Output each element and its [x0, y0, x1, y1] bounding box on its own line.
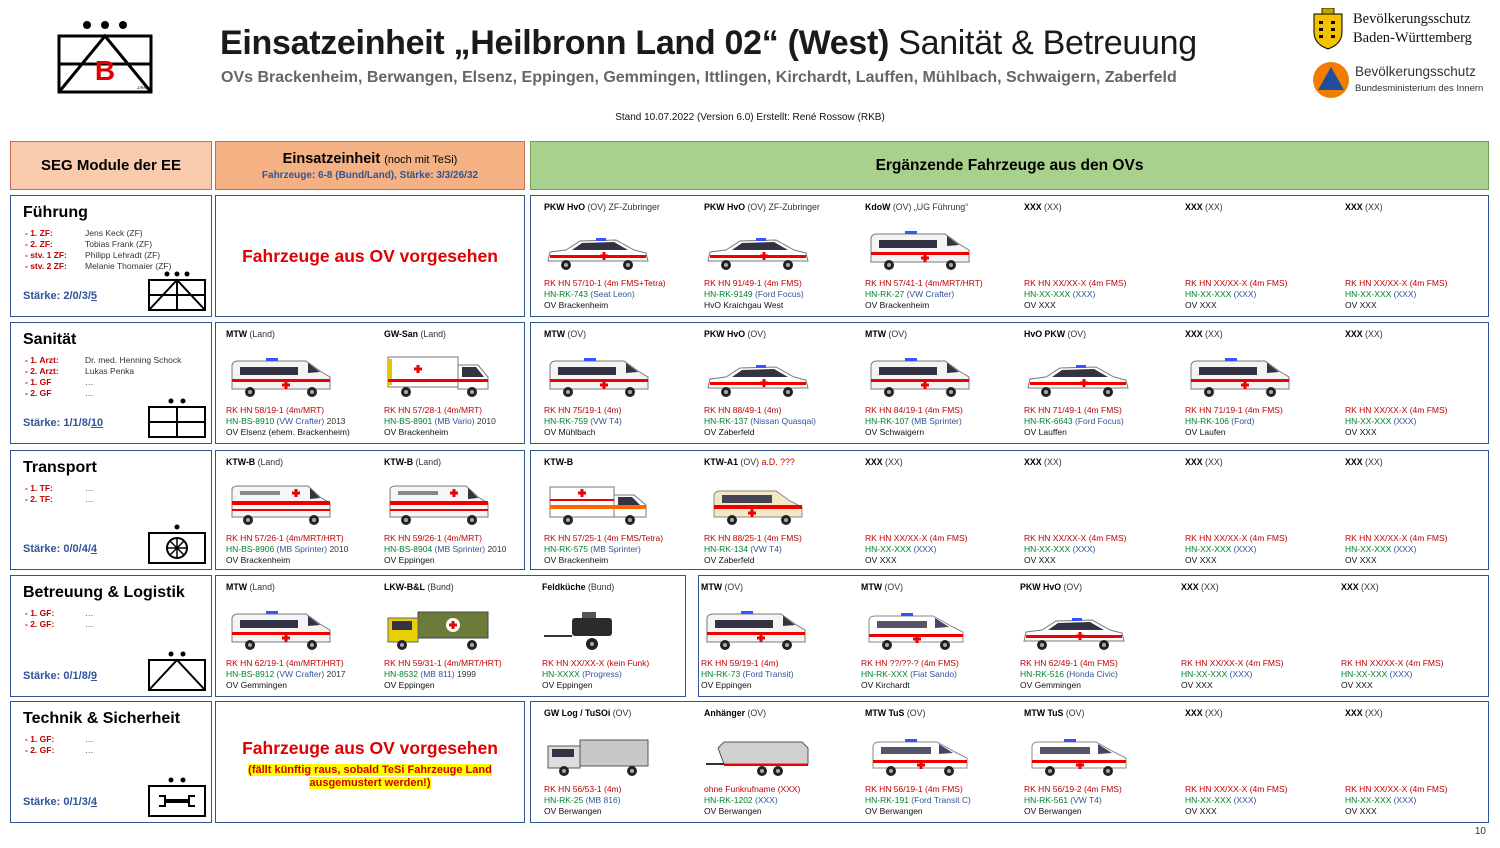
bbk-emblem-icon	[1311, 60, 1351, 100]
person-line: - 1. Arzt: Dr. med. Henning Schock	[25, 355, 182, 365]
vehicle-info: RK HN XX/XX-X (4m FMS) HN-XX-XXX (XXX) OV XXX	[1345, 405, 1448, 437]
ee-box	[215, 701, 525, 823]
bbk-line1: Bevölkerungsschutz	[1355, 64, 1476, 79]
van-icon	[544, 355, 652, 402]
module-symbol-icon	[147, 270, 207, 317]
vehicle-title: KdoW (OV) „UG Führung“	[865, 202, 969, 212]
truck-icon	[544, 734, 652, 781]
seg-module-box	[10, 195, 212, 317]
ov-vehicle	[1345, 708, 1500, 824]
module-symbol-icon	[147, 776, 207, 823]
module-label: Führung	[23, 204, 88, 221]
ov-vehicle	[865, 708, 1020, 824]
vehicle-title: XXX (XX)	[1185, 708, 1223, 718]
vehicle-info: ohne Funkrufname (XXX) HN-RK-1202 (XXX) OV Berwangen	[704, 784, 801, 816]
person-line: - 1. GF: …	[25, 734, 94, 744]
ov-vehicle	[1345, 457, 1500, 573]
vehicle-title: XXX (XX)	[1345, 329, 1383, 339]
module-label: Betreuung & Logistik	[23, 584, 185, 601]
van-icon	[704, 483, 812, 530]
ov-vehicle	[1181, 582, 1336, 698]
page-subtitle: OVs Brackenheim, Berwangen, Elsenz, Eppingen, Gemmingen, Ittlingen, Kirchardt, Lauffen, Mühlbach, Schwaigern, Zaberfeld	[221, 69, 1177, 86]
van-icon	[384, 355, 492, 402]
bw-crest-icon	[1311, 8, 1345, 50]
ov-vehicle	[704, 457, 859, 573]
ee-box	[215, 450, 525, 570]
car-icon	[544, 228, 652, 275]
ee-note: Fahrzeuge aus OV vorgesehen	[242, 246, 498, 266]
vehicle-title: XXX (XX)	[1345, 457, 1383, 467]
vehicle-info: RK HN 88/25-1 (4m FMS) HN-RK-134 (VW T4) OV Zaberfeld	[704, 533, 802, 565]
van-icon	[544, 483, 652, 530]
vehicle-title: PKW HvO (OV)	[1020, 582, 1083, 592]
ov-box	[530, 450, 1489, 570]
ov-box	[530, 195, 1489, 317]
bw-line2: Baden-Württemberg	[1353, 30, 1472, 46]
vehicle-info: RK HN 58/19-1 (4m/MRT) HN-BS-8910 (VW Crafter) 2013 OV Elsenz (ehem. Brackenheim)	[226, 405, 350, 437]
vehicle-title: LKW-B&L (Bund)	[384, 582, 454, 592]
vehicle-info: RK HN XX/XX-X (4m FMS) HN-XX-XXX (XXX) OV XXX	[1024, 533, 1127, 565]
vehicle-title: XXX (XX)	[1185, 457, 1223, 467]
car-icon	[704, 355, 812, 402]
ov-vehicle	[544, 202, 699, 318]
ov-vehicle	[544, 708, 699, 824]
vehicle-info: RK HN XX/XX-X (4m FMS) HN-XX-XXX (XXX) OV XXX	[1185, 278, 1288, 310]
vehicle-title: KTW-B (Land)	[384, 457, 442, 467]
module-symbol-icon	[147, 523, 207, 570]
van-icon	[865, 228, 973, 275]
vehicle-title: XXX (XX)	[1024, 457, 1062, 467]
ov-vehicle	[1345, 329, 1500, 445]
vehicle-title: MTW (Land)	[226, 582, 275, 592]
vehicle-info: RK HN XX/XX-X (4m FMS) HN-XX-XXX (XXX) OV XXX	[1345, 278, 1448, 310]
column-header-seg: SEG Module der EE	[10, 141, 212, 190]
seg-module-box	[10, 701, 212, 823]
car-icon	[1020, 608, 1128, 655]
ov-vehicle	[704, 708, 859, 824]
vehicle-info: RK HN 62/49-1 (4m FMS) HN-RK-516 (Honda Civic) OV Gemmingen	[1020, 658, 1118, 690]
person-line: - stv. 1 ZF: Philipp Lehradt (ZF)	[25, 250, 161, 260]
ee-box	[215, 195, 525, 317]
vehicle-info: RK HN 56/53-1 (4m) HN-RK-25 (MB 816) OV Berwangen	[544, 784, 622, 816]
vehicle-title: MTW TuS (OV)	[865, 708, 926, 718]
vehicle-title: MTW (OV)	[865, 329, 908, 339]
ov-vehicle	[1341, 582, 1496, 698]
vehicle-info: RK HN XX/XX-X (4m FMS) HN-XX-XXX (XXX) OV XXX	[865, 533, 968, 565]
van-icon	[701, 608, 809, 655]
vehicle-info: RK HN 57/25-1 (4m FMS/Tetra) HN-RK-575 (MB Sprinter) OV Brackenheim	[544, 533, 664, 565]
vehicle-info: RK HN XX/XX-X (4m FMS) HN-XX-XXX (XXX) OV XXX	[1345, 533, 1448, 565]
vehicle-title: MTW (OV)	[544, 329, 587, 339]
vehicle-info: RK HN 71/49-1 (4m FMS) HN-RK-6643 (Ford Focus) OV Lauffen	[1024, 405, 1124, 437]
van-icon	[1185, 355, 1293, 402]
strength-label: Stärke: 0/1/8/9	[23, 670, 97, 682]
vehicle-title: XXX (XX)	[1181, 582, 1219, 592]
strength-label: Stärke: 0/1/3/4	[23, 796, 97, 808]
vehicle-info: RK HN 56/19-1 (4m FMS) HN-RK-191 (Ford Transit C) OV Berwangen	[865, 784, 971, 816]
module-symbol-icon	[147, 397, 207, 444]
person-line: - 1. GF …	[25, 377, 94, 387]
seg-module-box	[10, 322, 212, 444]
module-label: Technik & Sicherheit	[23, 710, 181, 727]
vehicle-title: PKW HvO (OV) ZF-Zubringer	[704, 202, 820, 212]
car-icon	[704, 228, 812, 275]
module-label: Transport	[23, 459, 97, 476]
seg-module-box	[10, 575, 212, 697]
rkb-logo	[57, 20, 153, 94]
vehicle-info: RK HN XX/XX-X (4m FMS) HN-XX-XXX (XXX) OV XXX	[1345, 784, 1448, 816]
person-line: - stv. 2 ZF: Melanie Thomaier (ZF)	[25, 261, 172, 271]
ee-vehicle	[226, 582, 381, 698]
ee-vehicle	[384, 329, 539, 445]
ee-note: Fahrzeuge aus OV vorgesehen	[242, 738, 498, 758]
ov-vehicle	[1024, 202, 1179, 318]
ee-vehicle	[384, 457, 539, 573]
ov-vehicle	[1185, 457, 1340, 573]
vehicle-info: RK HN XX/XX-X (4m FMS) HN-XX-XXX (XXX) OV XXX	[1185, 533, 1288, 565]
person-line: - 2. GF: …	[25, 619, 94, 629]
van-icon	[1024, 734, 1132, 781]
vehicle-info: RK HN 75/19-1 (4m) HN-RK-759 (VW T4) OV Mühlbach	[544, 405, 622, 437]
page-title: Einsatzeinheit „Heilbronn Land 02“ (West) Sanität & Betreuung	[220, 24, 1197, 62]
ov-vehicle	[1185, 329, 1340, 445]
person-line: - 2. ZF: Tobias Frank (ZF)	[25, 239, 153, 249]
vehicle-info: RK HN 59/19-1 (4m) HN-RK-73 (Ford Transit) OV Eppingen	[701, 658, 794, 690]
vehicle-title: XXX (XX)	[1345, 708, 1383, 718]
vehicle-title: MTW (OV)	[861, 582, 904, 592]
ov-vehicle	[1024, 457, 1179, 573]
module-label: Sanität	[23, 331, 77, 348]
ov-vehicle	[704, 329, 859, 445]
vehicle-info: RK HN 57/28-1 (4m/MRT) HN-BS-8901 (MB Vario) 2010 OV Brackenheim	[384, 405, 496, 437]
person-line: - 1. GF: …	[25, 608, 94, 618]
ov-vehicle	[1185, 708, 1340, 824]
vehicle-info: RK HN 57/41-1 (4m/MRT/HRT) HN-RK-27 (VW Crafter) OV Brackenheim	[865, 278, 983, 310]
trailer-icon	[542, 608, 650, 655]
ov-box	[530, 322, 1489, 444]
trailer-icon	[704, 734, 812, 781]
vehicle-title: KTW-B	[544, 457, 574, 467]
vehicle-title: PKW HvO (OV) ZF-Zubringer	[544, 202, 660, 212]
vehicle-info: RK HN 59/31-1 (4m/MRT/HRT) HN-8532 (MB 811) 1999 OV Eppingen	[384, 658, 502, 690]
vehicle-title: KTW-B (Land)	[226, 457, 284, 467]
vehicle-title: MTW (OV)	[701, 582, 744, 592]
vehicle-info: RK HN XX/XX-X (4m FMS) HN-XX-XXX (XXX) OV XXX	[1341, 658, 1444, 690]
vehicle-title: GW Log / TuSOi (OV)	[544, 708, 632, 718]
column-header-ee: Einsatzeinheit (noch mit TeSi) Fahrzeuge: 6-8 (Bund/Land), Stärke: 3/3/26/32	[215, 141, 525, 190]
van-icon	[226, 608, 334, 655]
vehicle-info: RK HN XX/XX-X (4m FMS) HN-XX-XXX (XXX) OV XXX	[1185, 784, 1288, 816]
strength-label: Stärke: 0/0/4/4	[23, 543, 97, 555]
ov-vehicle	[544, 329, 699, 445]
vehicle-title: MTW (Land)	[226, 329, 275, 339]
car-icon	[1024, 355, 1132, 402]
ov-vehicle	[544, 457, 699, 573]
person-line: - 2. TF: …	[25, 494, 94, 504]
ee-vehicle	[226, 457, 381, 573]
van-icon	[861, 608, 969, 655]
van-icon	[865, 355, 973, 402]
ee-vehicle	[226, 329, 381, 445]
module-symbol-icon	[147, 650, 207, 697]
ee-vehicle	[384, 582, 539, 698]
vehicle-title: Feldküche (Bund)	[542, 582, 615, 592]
person-line: - 2. Arzt: Lukas Penka	[25, 366, 135, 376]
ee-box	[215, 575, 686, 697]
truck-icon	[384, 608, 492, 655]
strength-label: Stärke: 1/1/8/10	[23, 417, 104, 429]
bw-line1: Bevölkerungsschutz	[1353, 11, 1471, 27]
vehicle-title: XXX (XX)	[1185, 329, 1223, 339]
logo-caption: Z/RKB	[137, 85, 149, 90]
logo-letter: B	[94, 55, 116, 86]
ee-vehicle	[542, 582, 697, 698]
ov-vehicle	[865, 457, 1020, 573]
bbk-logo	[1311, 60, 1491, 106]
ov-vehicle	[865, 202, 1020, 318]
vehicle-info: RK HN 91/49-1 (4m FMS) HN-RK-9149 (Ford Focus) HvO Kraichgau West	[704, 278, 804, 310]
person-line: - 2. GF: …	[25, 745, 94, 755]
vehicle-info: RK HN 62/19-1 (4m/MRT/HRT) HN-BS-8912 (VW Crafter) 2017 OV Gemmingen	[226, 658, 346, 690]
vehicle-title: HvO PKW (OV)	[1024, 329, 1087, 339]
strength-label: Stärke: 2/0/3/5	[23, 290, 97, 302]
person-line: - 1. TF: …	[25, 483, 94, 493]
stand-line: Stand 10.07.2022 (Version 6.0) Erstellt: René Rossow (RKB)	[615, 112, 885, 123]
vehicle-title: MTW TuS (OV)	[1024, 708, 1085, 718]
vehicle-info: RK HN 57/26-1 (4m/MRT/HRT) HN-BS-8906 (MB Sprinter) 2010 OV Brackenheim	[226, 533, 349, 565]
vehicle-info: RK HN 84/19-1 (4m FMS) HN-RK-107 (MB Sprinter) OV Schwaigern	[865, 405, 963, 437]
vehicle-title: XXX (XX)	[1345, 202, 1383, 212]
page-number: 10	[1474, 826, 1486, 837]
ov-vehicle	[1345, 202, 1500, 318]
ov-vehicle	[1024, 329, 1179, 445]
ov-vehicle	[1024, 708, 1179, 824]
ov-box	[530, 701, 1489, 823]
ov-vehicle	[861, 582, 1016, 698]
person-line: - 1. ZF: Jens Keck (ZF)	[25, 228, 143, 238]
vehicle-title: XXX (XX)	[1185, 202, 1223, 212]
van-icon	[226, 483, 334, 530]
vehicle-info: RK HN 71/19-1 (4m FMS) HN-RK-106 (Ford) OV Laufen	[1185, 405, 1283, 437]
vehicle-title: XXX (XX)	[1341, 582, 1379, 592]
vehicle-title: KTW-A1 (OV) a.D. ???	[704, 457, 795, 467]
vehicle-title: PKW HvO (OV)	[704, 329, 767, 339]
vehicle-title: Anhänger (OV)	[704, 708, 767, 718]
van-icon	[226, 355, 334, 402]
ov-vehicle	[701, 582, 856, 698]
ov-box	[698, 575, 1489, 697]
van-icon	[384, 483, 492, 530]
ov-vehicle	[865, 329, 1020, 445]
vehicle-info: RK HN ??/??-? (4m FMS) HN-RK-XXX (Fiat Sando) OV Kirchardt	[861, 658, 959, 690]
seg-module-box	[10, 450, 212, 570]
ee-box	[215, 322, 525, 444]
vehicle-info: RK HN 88/49-1 (4m) HN-RK-137 (Nissan Quasqai) OV Zaberfeld	[704, 405, 816, 437]
vehicle-info: RK HN XX/XX-X (4m FMS) HN-XX-XXX (XXX) OV XXX	[1024, 278, 1127, 310]
ov-vehicle	[704, 202, 859, 318]
vehicle-title: XXX (XX)	[865, 457, 903, 467]
ee-remark: (fällt künftig raus, sobald TeSi Fahrzeuge Land ausgemustert werden!)	[248, 764, 492, 789]
vehicle-info: RK HN 57/10-1 (4m FMS+Tetra) HN-RK-743 (Seat Leon) OV Brackenheim	[544, 278, 666, 310]
vehicle-title: XXX (XX)	[1024, 202, 1062, 212]
ov-vehicle	[1185, 202, 1340, 318]
vehicle-info: RK HN XX/XX-X (4m FMS) HN-XX-XXX (XXX) OV XXX	[1181, 658, 1284, 690]
bw-logo	[1311, 8, 1491, 52]
vehicle-info: RK HN 59/26-1 (4m/MRT) HN-BS-8904 (MB Sprinter) 2010 OV Eppingen	[384, 533, 507, 565]
vehicle-title: GW-San (Land)	[384, 329, 446, 339]
van-icon	[865, 734, 973, 781]
person-line: - 2. GF …	[25, 388, 94, 398]
column-header-ov: Ergänzende Fahrzeuge aus den OVs	[530, 141, 1489, 190]
vehicle-info: RK HN XX/XX-X (kein Funk) HN-XXXX (Progress) OV Eppingen	[542, 658, 650, 690]
ov-vehicle	[1020, 582, 1175, 698]
bbk-line2: Bundesministerium des Innern	[1355, 83, 1484, 94]
vehicle-info: RK HN 56/19-2 (4m FMS) HN-RK-561 (VW T4) OV Berwangen	[1024, 784, 1122, 816]
